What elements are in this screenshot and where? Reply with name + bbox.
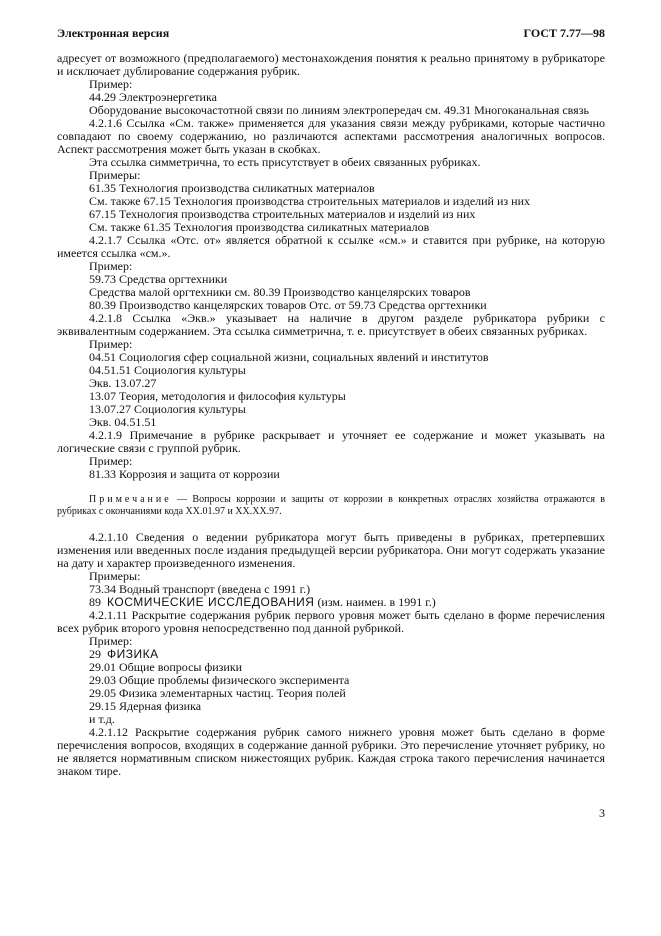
paragraph: Пример: <box>89 337 133 351</box>
paragraph: Пример: <box>89 454 133 468</box>
paragraph: 44.29 Электроэнергетика <box>89 90 217 104</box>
note-text: — Вопросы коррозии и защиты от коррозии в конкретных отраслях хозяйства отражаются в рубриках с окончаниями кода ХХ.01.97 и ХХ.ХХ.97. <box>57 494 605 517</box>
paragraph: Пример: <box>89 77 133 91</box>
text-block-2 <box>57 531 605 596</box>
text-block-3 <box>57 609 605 648</box>
rubric-title: ФИЗИКА <box>107 647 159 661</box>
paragraph: 29.05 Физика элементарных частиц. Теория полей <box>89 686 346 700</box>
paragraph: Экв. 04.51.51 <box>89 415 157 429</box>
paragraph: 29.01 Общие вопросы физики <box>89 660 243 674</box>
paragraph: 81.33 Коррозия и защита от коррозии <box>89 467 280 481</box>
paragraph: Примеры: <box>89 168 141 182</box>
paragraph: 29.15 Ядерная физика <box>89 699 202 713</box>
header-right: ГОСТ 7.77—98 <box>523 26 605 40</box>
paragraph: См. также 67.15 Технология производства строительных материалов и изделий из них <box>89 194 530 208</box>
note-paragraph <box>57 494 605 518</box>
text-block-1 <box>57 52 605 481</box>
paragraph: См. также 61.35 Технология производства силикатных материалов <box>89 220 430 234</box>
note-label: Примечание <box>89 494 172 505</box>
text-block-4 <box>57 661 605 778</box>
paragraph: 4.2.1.6 Ссылка «См. также» применяется для указания связи между рубриками, которые частично совпадают по своему содержанию, но различаются аспектами рассмотрения аналогичных вопросов. Аспект рассмотрения может быть указан в скобках. <box>57 116 605 156</box>
paragraph: 67.15 Технология производства строительных материалов и изделий из них <box>89 207 476 221</box>
paragraph: 73.34 Водный транспорт (введена с 1991 г.) <box>89 582 311 596</box>
header-left: Электронная версия <box>57 26 170 40</box>
paragraph: Экв. 13.07.27 <box>89 376 157 390</box>
paragraph: Средства малой оргтехники см. 80.39 Производство канцелярских товаров <box>89 285 471 299</box>
paragraph: 4.2.1.7 Ссылка «Отс. от» является обратной к ссылке «см.» и ставится при рубрике, на которую имеется ссылка «см.». <box>57 233 605 260</box>
paragraph: Пример: <box>89 634 133 648</box>
paragraph: 80.39 Производство канцелярских товаров Отс. от 59.73 Средства оргтехники <box>89 298 487 312</box>
paragraph: 13.07.27 Социология культуры <box>89 402 246 416</box>
paragraph: адресует от возможного (предполагаемого) местонахождения понятия к реально принятому в рубрикаторе и исключает дублирование содержания рубрик. <box>57 51 605 78</box>
paragraph: 4.2.1.12 Раскрытие содержания рубрик самого нижнего уровня может быть сделано в форме перечисления вопросов, входящих в содержание данной рубрики. Это перечисление уточняет рубрику, но не является нормативным списком нижестоящих рубрик. Каждая строка такого перечисления начинается знаком тире. <box>57 725 605 778</box>
paragraph: 61.35 Технология производства силикатных материалов <box>89 181 375 195</box>
paragraph: 04.51.51 Социология культуры <box>89 363 246 377</box>
paragraph: 04.51 Социология сфер социальной жизни, социальных явлений и институтов <box>89 350 489 364</box>
paragraph: 4.2.1.9 Примечание в рубрике раскрывает и уточняет ее содержание и может указывать на логические связи с группой рубрик. <box>57 428 605 455</box>
paragraph: Пример: <box>89 259 133 273</box>
paragraph: Примеры: <box>89 569 141 583</box>
paragraph: 29.03 Общие проблемы физического эксперимента <box>89 673 350 687</box>
paragraph: Оборудование высокочастотной связи по линиям электропередач см. 49.31 Многоканальная связь <box>89 103 589 117</box>
paragraph: и т.д. <box>89 712 115 726</box>
rubric-suffix: (изм. наимен. в 1991 г.) <box>317 595 436 609</box>
paragraph: 4.2.1.10 Сведения о ведении рубрикатора могут быть приведены в рубриках, претерпевших изменения или введенных после издания предыдущей версии рубрикатора. Они могут содержать указание на дату и характер произведенного изменения. <box>57 530 605 570</box>
paragraph: 59.73 Средства оргтехники <box>89 272 228 286</box>
page-number: 3 <box>599 806 605 820</box>
rubric-code: 89 <box>89 595 101 609</box>
rubric-title: КОСМИЧЕСКИЕ ИССЛЕДОВАНИЯ <box>107 595 315 609</box>
paragraph: 4.2.1.11 Раскрытие содержания рубрик первого уровня может быть сделано в форме перечисления всех рубрик второго уровня непосредственно под данной рубрикой. <box>57 608 605 635</box>
paragraph: 4.2.1.8 Ссылка «Экв.» указывает на наличие в другом разделе рубрикатора рубрики с эквивалентным содержанием. Эта ссылка симметрична, т. е. присутствует в обеих связанных рубриках. <box>57 311 605 338</box>
rubric-code: 29 <box>89 647 101 661</box>
page-body <box>57 52 605 778</box>
paragraph: 13.07 Теория, методология и философия культуры <box>89 389 346 403</box>
paragraph: Эта ссылка симметрична, то есть присутствует в обеих связанных рубриках. <box>89 155 481 169</box>
